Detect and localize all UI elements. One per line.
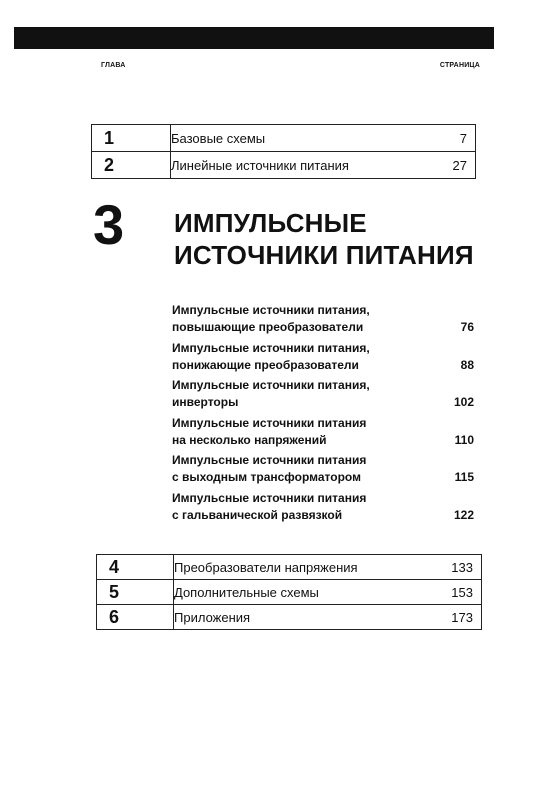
section-page: 88 bbox=[460, 357, 474, 372]
chapter-page: 173 bbox=[413, 605, 482, 630]
section-page: 110 bbox=[454, 432, 474, 447]
section-page: 122 bbox=[453, 507, 474, 522]
chapter-title: Дополнительные схемы bbox=[174, 580, 414, 605]
section-page: 102 bbox=[453, 395, 474, 409]
section-title-line1: Импульсные источники питания, bbox=[172, 378, 370, 392]
toc-row-5[interactable] bbox=[97, 580, 482, 605]
chapter-page: 27 bbox=[407, 152, 476, 179]
toc-row-6[interactable] bbox=[97, 605, 482, 630]
section-title-line2: инверторы bbox=[172, 395, 239, 409]
toc-row-4[interactable] bbox=[97, 555, 482, 580]
section-item[interactable] bbox=[172, 340, 474, 378]
section-title-line1: Импульсные источники питания bbox=[172, 453, 367, 467]
chapter-number: 6 bbox=[97, 605, 174, 630]
toc-row-1[interactable] bbox=[92, 125, 476, 152]
section-page: 76 bbox=[460, 320, 474, 334]
chapter-title: Приложения bbox=[174, 605, 414, 630]
chapter-number: 5 bbox=[97, 580, 174, 605]
section-item[interactable] bbox=[172, 302, 474, 340]
chapter-3-title-line2: ИСТОЧНИКИ ПИТАНИЯ bbox=[174, 240, 474, 270]
section-item[interactable] bbox=[172, 490, 474, 528]
section-title-line2: на несколько напряжений bbox=[172, 432, 327, 447]
section-title-line1: Импульсные источники питания bbox=[172, 415, 367, 430]
chapter-3-sections bbox=[172, 302, 474, 527]
toc-row-2[interactable] bbox=[92, 152, 476, 179]
chapter-title: Линейные источники питания bbox=[171, 152, 408, 179]
chapter-number: 1 bbox=[92, 125, 171, 152]
section-title-line2: повышающие преобразователи bbox=[172, 320, 364, 334]
section-item[interactable] bbox=[172, 377, 474, 415]
section-item[interactable] bbox=[172, 415, 474, 453]
section-title-line2: понижающие преобразователи bbox=[172, 357, 359, 372]
chapter-page: 133 bbox=[413, 555, 482, 580]
toc-table-bottom bbox=[96, 554, 482, 630]
chapter-title: Базовые схемы bbox=[171, 125, 408, 152]
header-bar bbox=[14, 27, 494, 49]
toc-table-top bbox=[91, 124, 476, 179]
chapter-number: 2 bbox=[92, 152, 171, 179]
section-title-line2: с гальванической развязкой bbox=[172, 507, 343, 522]
chapter-3-title-line1: ИМПУЛЬСНЫЕ bbox=[174, 208, 367, 238]
chapter-page: 153 bbox=[413, 580, 482, 605]
section-page: 115 bbox=[454, 470, 474, 484]
section-title-line2: с выходным трансформатором bbox=[172, 470, 361, 484]
section-title-line1: Импульсные источники питания, bbox=[172, 303, 370, 317]
chapter-3-number: 3 bbox=[93, 193, 125, 256]
section-title-line1: Импульсные источники питания bbox=[172, 490, 367, 505]
section-item[interactable] bbox=[172, 452, 474, 490]
chapter-page: 7 bbox=[407, 125, 476, 152]
chapter-title: Преобразователи напряжения bbox=[174, 555, 414, 580]
chapter-column-label: ГЛАВА bbox=[101, 62, 126, 69]
section-title-line1: Импульсные источники питания, bbox=[172, 340, 370, 355]
page-column-label: СТРАНИЦА bbox=[439, 62, 480, 69]
chapter-number: 4 bbox=[97, 555, 174, 580]
chapter-3-title bbox=[174, 207, 474, 271]
